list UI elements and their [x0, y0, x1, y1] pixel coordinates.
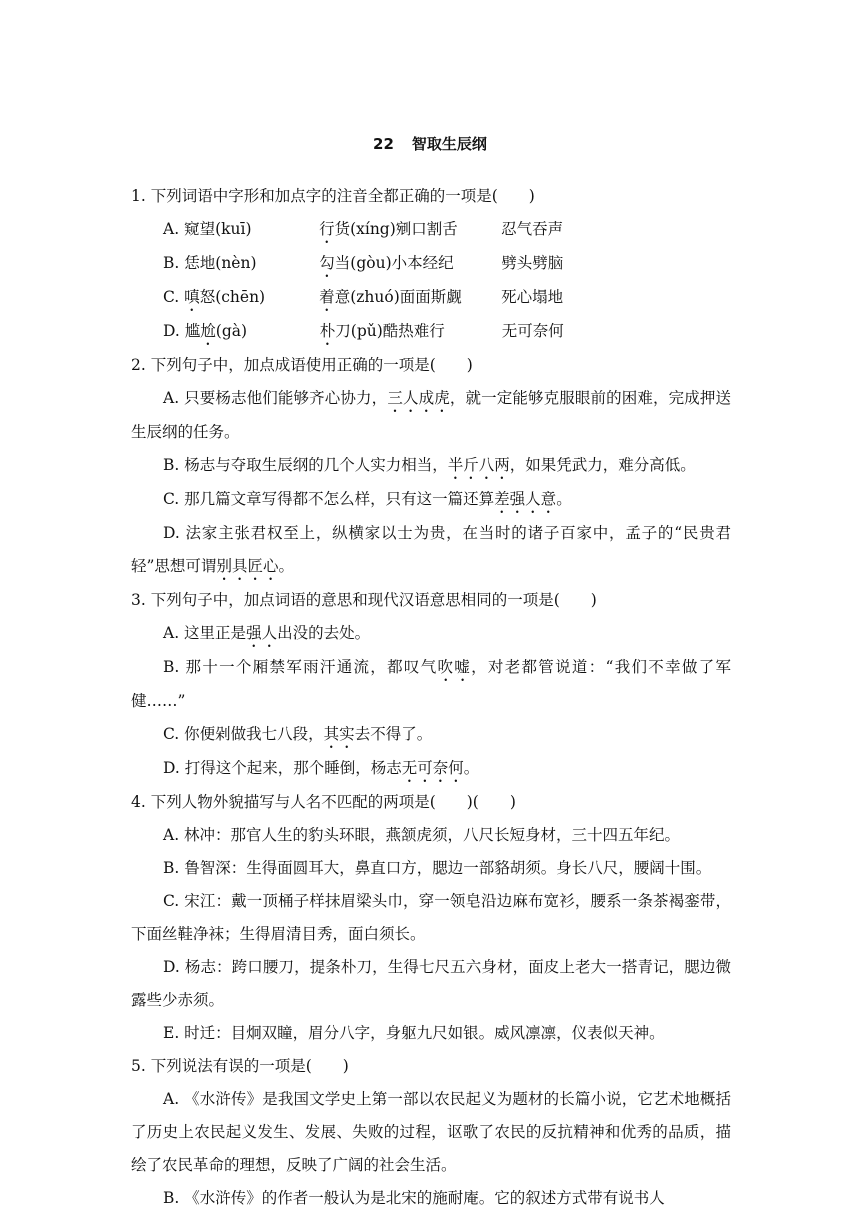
question-2-option-a: A. 只要杨志他们能够齐心协力，三人成虎，就一定能够克服眼前的困难，完成押送生辰纲的任务。 — [131, 389, 731, 441]
question-1-option-b: B. 恁地(nèn) 勾当(gòu)小本经纪 劈头劈脑 — [163, 254, 564, 272]
question-2-stem: 2. 下列句子中，加点成语使用正确的一项是( ) — [131, 356, 473, 374]
question-4-option-e: E. 时迁：目炯双瞳，眉分八字，身躯九尺如银。威风凛凛，仪表似天神。 — [163, 1024, 665, 1042]
question-4-option-d: D. 杨志：跨口腰刀，提条朴刀，生得七尺五六身材，面皮上老大一搭青记，腮边微露些少赤须。 — [131, 958, 731, 1009]
question-list — [131, 180, 731, 1215]
question-2-option-c: C. 那几篇文章写得都不怎么样，只有这一篇还算差强人意。 — [163, 490, 572, 508]
question-5-stem: 5. 下列说法有误的一项是( ) — [131, 1057, 349, 1075]
question-2-option-d: D. 法家主张君权至上，纵横家以士为贵，在当时的诸子百家中，孟子的“民贵君轻”思想可谓别具匠心。 — [131, 524, 731, 575]
question-4-stem: 4. 下列人物外貌描写与人名不匹配的两项是( )( ) — [131, 793, 516, 811]
question-3-option-d: D. 打得这个起来，那个睡倒，杨志无可奈何。 — [163, 759, 480, 777]
lesson-number: 22 — [373, 135, 394, 153]
question-1-option-a: A. 窥望(kuī) 行货(xíng)剜口割舌 忍气吞声 — [163, 220, 564, 238]
lesson-title: 智取生辰纲 — [411, 135, 487, 153]
question-4-option-b: B. 鲁智深：生得面圆耳大，鼻直口方，腮边一部貉胡须。身长八尺，腰阔十围。 — [163, 859, 712, 877]
question-1-stem: 1. 下列词语中字形和加点字的注音全都正确的一项是( ) — [131, 187, 535, 205]
question-3-option-a: A. 这里正是强人出没的去处。 — [163, 624, 371, 642]
question-5-option-a: A. 《水浒传》是我国文学史上第一部以农民起义为题材的长篇小说，它艺术地概括了历史上农民起义发生、发展、失败的过程，讴歌了农民的反抗精神和优秀的品质，描绘了农民革命的理想，反映了广阔的社会生活。 — [131, 1090, 731, 1174]
question-3-option-c: C. 你便剁做我七八段，其实去不得了。 — [163, 725, 433, 743]
question-4-option-c: C. 宋江：戴一顶桶子样抹眉梁头巾，穿一领皂沿边麻布宽衫，腰系一条茶褐銮带，下面丝鞋净袜；生得眉清目秀，面白须长。 — [131, 892, 731, 943]
question-4-option-a: A. 林冲：那官人生的豹头环眼，燕颔虎须，八尺长短身材，三十四五年纪。 — [163, 826, 681, 844]
question-1-option-d: D. 尴尬(gà) 朴刀(pǔ)酷热难行 无可奈何 — [163, 322, 564, 340]
question-1-option-c: C. 嗔怒(chēn) 着意(zhuó)面面斯觑 死心塌地 — [163, 288, 564, 306]
question-3-option-b: B. 那十一个厢禁军雨汗通流，都叹气吹嘘，对老都管说道：“我们不幸做了军健……” — [131, 658, 731, 710]
question-5-option-b: B. 《水浒传》的作者一般认为是北宋的施耐庵。它的叙述方式带有说书人 — [163, 1189, 665, 1207]
page-title — [0, 133, 860, 154]
question-3-stem: 3. 下列句子中，加点词语的意思和现代汉语意思相同的一项是( ) — [131, 591, 597, 609]
question-2-option-b: B. 杨志与夺取生辰纲的几个人实力相当，半斤八两，如果凭武力，难分高低。 — [163, 456, 696, 474]
